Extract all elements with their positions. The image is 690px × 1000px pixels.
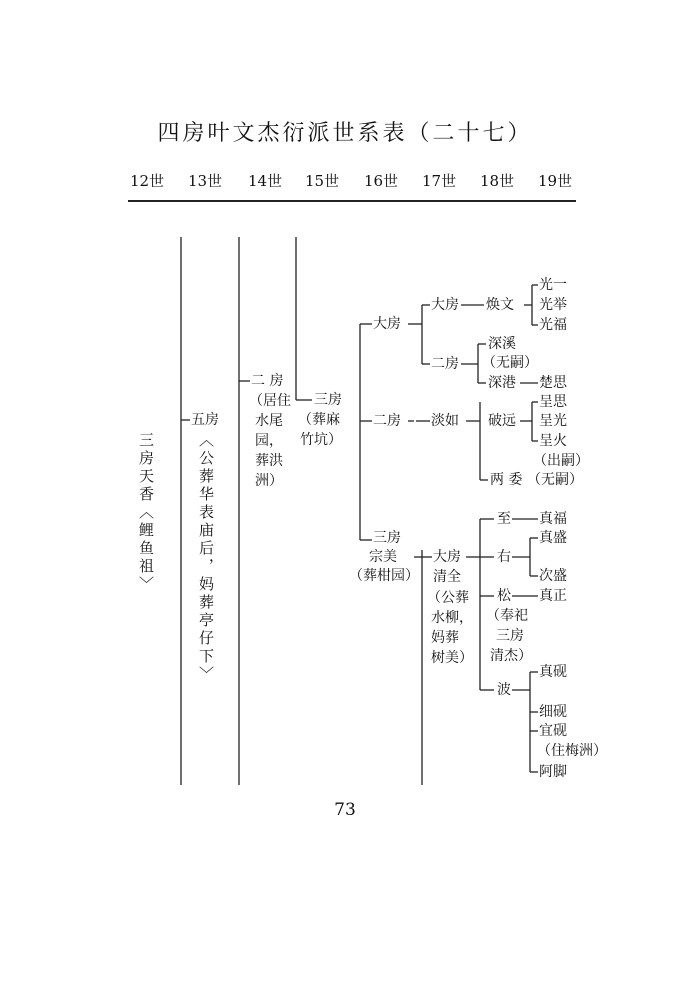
gen19-c2: 真盛	[539, 530, 567, 546]
gen19-b1: 呈思	[539, 394, 567, 410]
gen19-b2: 呈光	[539, 413, 567, 429]
gen14-note-5: 洲）	[255, 473, 283, 489]
gen15-note-2: 竹坑）	[300, 432, 342, 448]
gen17-b1: 淡如	[431, 413, 459, 429]
generation-label-19: 19世	[538, 172, 573, 190]
gen14-note-4: 葬洪	[255, 453, 283, 469]
generation-label-12: 12世	[130, 172, 165, 190]
gen19-d4: 阿脚	[539, 764, 567, 780]
gen18-a1: 焕文	[486, 297, 514, 313]
gen16-branch-1: 大房	[373, 316, 401, 332]
gen15-name: 三房	[314, 392, 342, 408]
gen18-c3-note-3: 清杰）	[490, 648, 532, 664]
gen19-b4-note: （无嗣）	[527, 472, 583, 488]
gen19-a3: 光福	[539, 317, 567, 333]
gen18-b2: 两 委	[490, 472, 523, 488]
gen19-d3-note: （住梅洲）	[537, 743, 607, 759]
gen12-ancestor: 三房天香〈鲤鱼祖〉	[137, 432, 155, 594]
gen17-c1-note-3: 妈葬	[431, 630, 459, 646]
gen19-c4: 真正	[539, 588, 567, 604]
generation-label-16: 16世	[364, 172, 399, 190]
gen19-c1: 真福	[539, 511, 567, 527]
gen16-branch-3-name2: 宗美	[369, 549, 397, 565]
gen15-note-1: （葬麻	[298, 412, 340, 428]
gen14-note-2: 水尾	[255, 413, 283, 429]
gen18-a2a: 深溪	[488, 336, 516, 352]
gen18-c3: 松	[497, 588, 511, 604]
gen17-c1-name: 大房	[433, 549, 461, 565]
gen18-a2a-note: （无嗣）	[482, 355, 538, 371]
gen14-note-1: （居住	[249, 393, 291, 409]
gen17-c1-note-4: 树美）	[431, 650, 473, 666]
gen19-a1: 光一	[539, 277, 567, 293]
gen19-b3: 呈火	[539, 433, 567, 449]
gen19-b3-note: （出嗣）	[533, 453, 589, 469]
gen17-c1-name2: 清全	[433, 569, 461, 585]
gen18-b1: 破远	[488, 413, 516, 429]
generation-label-15: 15世	[305, 172, 340, 190]
gen17-c1-note-2: 水柳，	[431, 610, 473, 626]
gen18-c4: 波	[497, 682, 511, 698]
gen18-c2: 右	[497, 549, 511, 565]
gen19-d3: 宜砚	[539, 723, 567, 739]
generation-label-18: 18世	[480, 172, 515, 190]
page-title: 四房叶文杰衍派世系表（二十七）	[157, 121, 533, 146]
generation-label-14: 14世	[248, 172, 283, 190]
gen19-c3: 次盛	[539, 568, 567, 584]
gen13-name: 五房	[191, 412, 219, 428]
gen19-d2: 细砚	[539, 704, 567, 720]
gen16-branch-3-name: 三房	[373, 530, 401, 546]
gen16-branch-2: 二房	[373, 413, 401, 429]
gen13-note: 〈公葬华表庙后，妈葬亭仔下〉	[197, 432, 215, 684]
gen17-a1: 大房	[431, 297, 459, 313]
gen16-branch-3-note: （葬柑园）	[349, 568, 419, 584]
gen18-a2b: 深港	[488, 375, 516, 391]
gen19-a4: 楚思	[539, 375, 567, 391]
gen17-c1-note-1: （公葬	[427, 590, 469, 606]
gen18-c3-note-2: 三房	[496, 628, 524, 644]
page-number: 73	[334, 800, 356, 820]
gen14-note-3: 园，	[255, 433, 283, 449]
gen18-c3-note-1: （奉祀	[486, 608, 528, 624]
generation-label-17: 17世	[422, 172, 457, 190]
gen19-d1: 真砚	[539, 664, 567, 680]
gen17-a2: 二房	[431, 356, 459, 372]
gen19-a2: 光举	[539, 297, 567, 313]
gen14-name: 二 房	[251, 373, 284, 389]
gen18-c1: 至	[497, 511, 511, 527]
generation-label-13: 13世	[188, 172, 223, 190]
